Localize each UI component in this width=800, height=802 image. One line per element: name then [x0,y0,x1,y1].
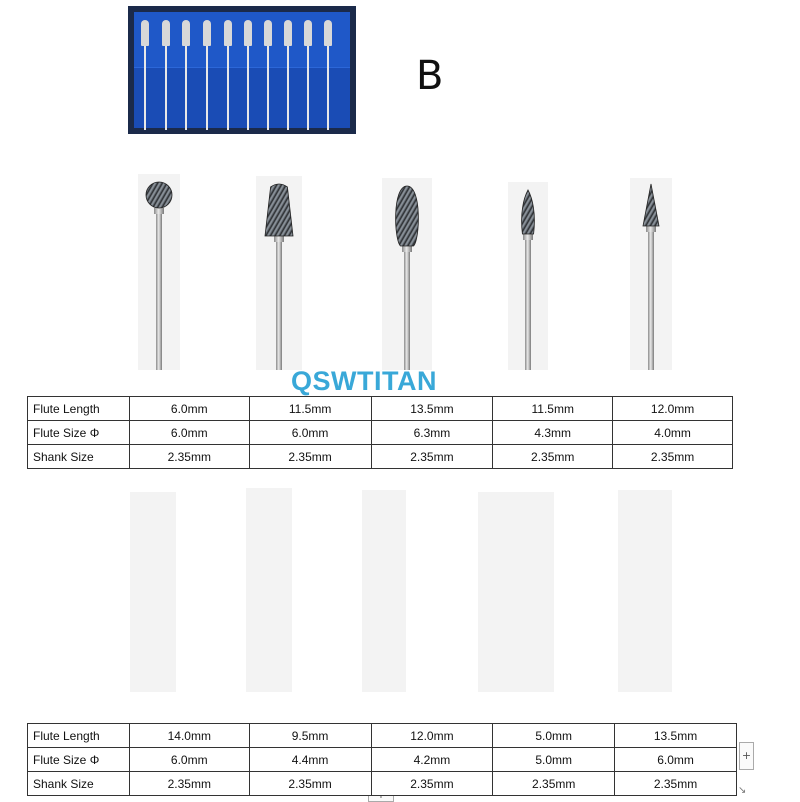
row-label: Flute Length [28,724,130,748]
spec-table-2 [27,723,737,796]
table-cell: 11.5mm [249,397,371,421]
burr-head [265,184,293,236]
spec-table-1 [27,396,733,469]
burr-shank [276,236,282,370]
burr-shank [156,208,162,370]
table-row [28,421,733,445]
burr-photo-10 [618,490,672,692]
table-cell: 2.35mm [371,772,493,796]
burr-collar [402,246,412,252]
table-cell: 2.35mm [371,445,493,469]
table-cell: 2.35mm [249,772,371,796]
burr-tree-rounded-2 [265,184,293,370]
row-label: Flute Size Φ [28,421,130,445]
burr-flame-4 [522,190,535,370]
table-cell: 2.35mm [615,772,737,796]
burr-shank [404,246,410,370]
burr-collar [154,208,164,214]
table-cell: 6.0mm [129,748,249,772]
table-cell: 4.3mm [493,421,613,445]
burr-shank [525,234,531,370]
table-cell: 12.0mm [613,397,733,421]
burr-head [643,184,659,226]
burr-ball-1 [146,182,172,370]
burr-shank [648,226,654,370]
variant-label: B [416,53,444,99]
table-cell: 13.5mm [371,397,493,421]
table-cell: 2.35mm [493,772,615,796]
table-row [28,748,737,772]
table-row [28,445,733,469]
brand-watermark: QSWTITAN [291,366,437,396]
table-cell: 13.5mm [615,724,737,748]
table-row [28,772,737,796]
table-cell: 6.0mm [249,421,371,445]
burr-collar [274,236,284,242]
table-cell: 4.4mm [249,748,371,772]
table-row [28,724,737,748]
table-cell: 6.0mm [129,397,249,421]
table-cell: 6.0mm [615,748,737,772]
resize-handle-icon[interactable]: ↘ [738,785,747,796]
row-label: Flute Size Φ [28,748,130,772]
table-cell: 9.5mm [249,724,371,748]
table-cell: 12.0mm [371,724,493,748]
row-label: Shank Size [28,772,130,796]
table-cell: 2.35mm [249,445,371,469]
table-cell: 14.0mm [129,724,249,748]
burr-photo-9 [478,492,554,692]
burr-oval-3 [396,186,419,370]
table-row [28,397,733,421]
table-cell: 6.3mm [371,421,493,445]
burr-photo-7 [246,488,292,692]
burr-photo-8 [362,490,406,692]
table-cell: 5.0mm [493,748,615,772]
burr-head [396,186,419,246]
burr-collar [646,226,656,232]
table-cell: 2.35mm [493,445,613,469]
table-cell: 4.0mm [613,421,733,445]
add-column-button[interactable]: + [739,742,754,770]
burr-head [522,190,535,234]
burr-cone-point-5 [643,184,659,370]
table-cell: 2.35mm [613,445,733,469]
row-label: Shank Size [28,445,130,469]
burr-collar [523,234,533,240]
table-cell: 2.35mm [129,445,249,469]
table-cell: 11.5mm [493,397,613,421]
table-cell: 6.0mm [129,421,249,445]
row-label: Flute Length [28,397,130,421]
burr-head [146,182,172,208]
burr-photo-6 [130,492,176,692]
table-cell: 5.0mm [493,724,615,748]
table-cell: 4.2mm [371,748,493,772]
table-cell: 2.35mm [129,772,249,796]
